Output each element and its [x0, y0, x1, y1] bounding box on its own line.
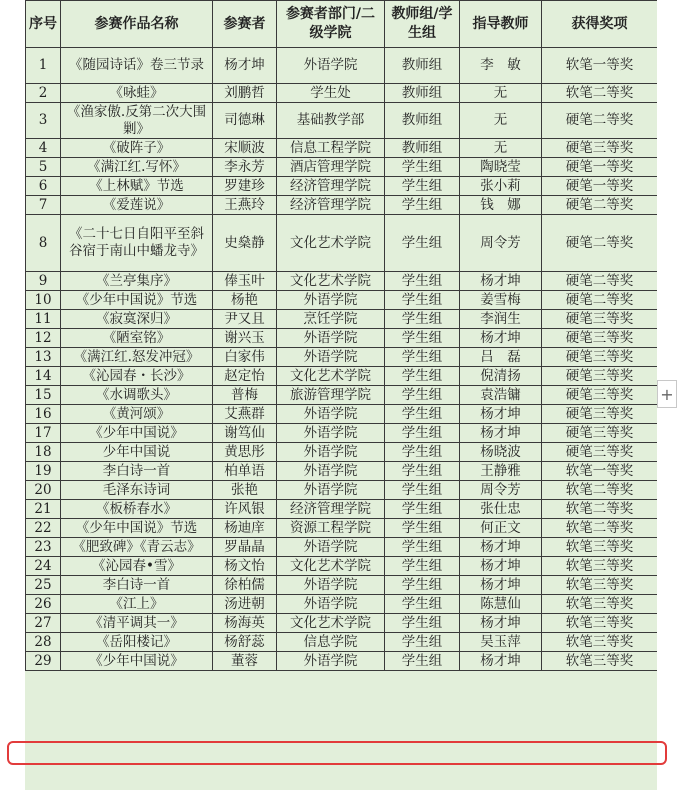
cell-title: 《清平调其一》 — [61, 614, 213, 633]
cell-teacher: 杨才坤 — [460, 405, 542, 424]
cell-dept: 学生处 — [277, 84, 385, 103]
cell-award: 硬笔二等奖 — [542, 272, 658, 291]
table-row — [26, 84, 658, 103]
cell-no: 18 — [26, 443, 61, 462]
cell-dept: 外语学院 — [277, 481, 385, 500]
cell-dept: 外语学院 — [277, 48, 385, 84]
cell-dept: 信息工程学院 — [277, 139, 385, 158]
cell-award: 软笔三等奖 — [542, 614, 658, 633]
cell-name: 艾燕群 — [213, 405, 277, 424]
cell-group: 学生组 — [385, 500, 460, 519]
table-row-highlighted — [26, 633, 658, 652]
cell-group: 学生组 — [385, 177, 460, 196]
cell-dept: 酒店管理学院 — [277, 158, 385, 177]
cell-teacher: 杨才坤 — [460, 614, 542, 633]
cell-name: 刘鹏哲 — [213, 84, 277, 103]
cell-name: 杨迪庠 — [213, 519, 277, 538]
cell-group: 学生组 — [385, 443, 460, 462]
cell-no: 29 — [26, 652, 61, 671]
table-row — [26, 424, 658, 443]
table-row — [26, 462, 658, 481]
cell-award: 硬笔三等奖 — [542, 310, 658, 329]
cell-teacher: 张仕忠 — [460, 500, 542, 519]
header-name: 参赛者 — [213, 1, 277, 48]
cell-name: 谢笃仙 — [213, 424, 277, 443]
cell-group: 学生组 — [385, 462, 460, 481]
cell-teacher: 杨才坤 — [460, 329, 542, 348]
cell-dept: 文化艺术学院 — [277, 614, 385, 633]
cell-award: 硬笔三等奖 — [542, 348, 658, 367]
cell-group: 学生组 — [385, 348, 460, 367]
header-title: 参赛作品名称 — [61, 1, 213, 48]
cell-title: 《肥致碑》《青云志》 — [61, 538, 213, 557]
table-row — [26, 386, 658, 405]
cell-name: 杨舒蕊 — [213, 633, 277, 652]
cell-dept: 外语学院 — [277, 424, 385, 443]
cell-name: 宋顺波 — [213, 139, 277, 158]
cell-no: 13 — [26, 348, 61, 367]
table-row — [26, 519, 658, 538]
cell-award: 硬笔二等奖 — [542, 291, 658, 310]
cell-group: 教师组 — [385, 103, 460, 139]
cell-award: 硬笔三等奖 — [542, 329, 658, 348]
cell-no: 3 — [26, 103, 61, 139]
cell-teacher: 杨晓波 — [460, 443, 542, 462]
table-row — [26, 48, 658, 84]
cell-award: 软笔二等奖 — [542, 519, 658, 538]
cell-title: 《爱莲说》 — [61, 196, 213, 215]
header-group: 教师组/学生组 — [385, 1, 460, 48]
cell-teacher: 李润生 — [460, 310, 542, 329]
cell-no: 15 — [26, 386, 61, 405]
cell-teacher: 姜雪梅 — [460, 291, 542, 310]
table-row — [26, 595, 658, 614]
cell-award: 硬笔一等奖 — [542, 158, 658, 177]
cell-group: 学生组 — [385, 595, 460, 614]
cell-dept: 文化艺术学院 — [277, 272, 385, 291]
cell-group: 学生组 — [385, 386, 460, 405]
cell-group: 学生组 — [385, 557, 460, 576]
cell-dept: 外语学院 — [277, 462, 385, 481]
cell-name: 杨海英 — [213, 614, 277, 633]
cell-group: 学生组 — [385, 633, 460, 652]
table-row — [26, 367, 658, 386]
cell-no: 14 — [26, 367, 61, 386]
cell-title: 少年中国说 — [61, 443, 213, 462]
cell-name: 普梅 — [213, 386, 277, 405]
table-row — [26, 614, 658, 633]
cell-award: 硬笔三等奖 — [542, 139, 658, 158]
cell-name: 李永芳 — [213, 158, 277, 177]
cell-teacher: 杨才坤 — [460, 538, 542, 557]
cell-dept: 外语学院 — [277, 405, 385, 424]
cell-teacher: 无 — [460, 139, 542, 158]
cell-teacher: 吴玉萍 — [460, 633, 542, 652]
cell-title: 李白诗一首 — [61, 576, 213, 595]
cell-name: 杨才坤 — [213, 48, 277, 84]
cell-teacher: 王静雅 — [460, 462, 542, 481]
cell-teacher: 杨才坤 — [460, 272, 542, 291]
table-row — [26, 500, 658, 519]
cell-teacher: 杨才坤 — [460, 652, 542, 671]
cell-title: 《江上》 — [61, 595, 213, 614]
cell-dept: 基础教学部 — [277, 103, 385, 139]
cell-award: 硬笔一等奖 — [542, 177, 658, 196]
cell-name: 杨文怡 — [213, 557, 277, 576]
table-row — [26, 291, 658, 310]
cell-no: 28 — [26, 633, 61, 652]
cell-award: 硬笔三等奖 — [542, 443, 658, 462]
cell-no: 8 — [26, 215, 61, 272]
cell-no: 2 — [26, 84, 61, 103]
cell-title: 《兰亭集序》 — [61, 272, 213, 291]
cell-title: 《黄河颂》 — [61, 405, 213, 424]
cell-teacher: 何正文 — [460, 519, 542, 538]
cell-group: 学生组 — [385, 519, 460, 538]
cell-award: 硬笔三等奖 — [542, 424, 658, 443]
cell-name: 张艳 — [213, 481, 277, 500]
cell-name: 董蓉 — [213, 652, 277, 671]
cell-teacher: 无 — [460, 103, 542, 139]
cell-teacher: 杨才坤 — [460, 424, 542, 443]
cell-teacher: 倪清扬 — [460, 367, 542, 386]
cell-award: 硬笔二等奖 — [542, 215, 658, 272]
cell-dept: 文化艺术学院 — [277, 367, 385, 386]
table-row — [26, 348, 658, 367]
cell-name: 罗晶晶 — [213, 538, 277, 557]
cell-dept: 外语学院 — [277, 652, 385, 671]
table-row — [26, 139, 658, 158]
cell-name: 史燊静 — [213, 215, 277, 272]
cell-dept: 外语学院 — [277, 576, 385, 595]
cell-no: 26 — [26, 595, 61, 614]
table-row — [26, 652, 658, 671]
header-award: 获得奖项 — [542, 1, 658, 48]
cell-award: 硬笔三等奖 — [542, 386, 658, 405]
cell-group: 学生组 — [385, 424, 460, 443]
cell-group: 学生组 — [385, 481, 460, 500]
cell-teacher: 钱 娜 — [460, 196, 542, 215]
header-no: 序号 — [26, 1, 61, 48]
cell-group: 教师组 — [385, 48, 460, 84]
cell-name: 司德琳 — [213, 103, 277, 139]
cell-title: 《陋室铭》 — [61, 329, 213, 348]
cell-teacher: 陈慧仙 — [460, 595, 542, 614]
table-row — [26, 196, 658, 215]
cell-dept: 经济管理学院 — [277, 196, 385, 215]
cell-no: 12 — [26, 329, 61, 348]
cell-name: 许风银 — [213, 500, 277, 519]
cell-name: 徐柏儒 — [213, 576, 277, 595]
cell-group: 学生组 — [385, 310, 460, 329]
cell-award: 软笔三等奖 — [542, 538, 658, 557]
cell-award: 软笔二等奖 — [542, 84, 658, 103]
cell-name: 杨艳 — [213, 291, 277, 310]
cell-title: 《板桥春水》 — [61, 500, 213, 519]
cell-award: 硬笔二等奖 — [542, 103, 658, 139]
cell-group: 学生组 — [385, 538, 460, 557]
cell-title: 《寂寞深归》 — [61, 310, 213, 329]
cell-no: 20 — [26, 481, 61, 500]
cell-name: 罗建珍 — [213, 177, 277, 196]
cell-no: 24 — [26, 557, 61, 576]
cell-award: 软笔三等奖 — [542, 652, 658, 671]
cell-name: 汤进朝 — [213, 595, 277, 614]
cell-no: 1 — [26, 48, 61, 84]
table-row — [26, 103, 658, 139]
cell-group: 学生组 — [385, 329, 460, 348]
cell-group: 学生组 — [385, 272, 460, 291]
cell-title: 《破阵子》 — [61, 139, 213, 158]
cell-group: 学生组 — [385, 405, 460, 424]
cell-teacher: 李 敏 — [460, 48, 542, 84]
cell-teacher: 周令芳 — [460, 481, 542, 500]
cell-dept: 经济管理学院 — [277, 177, 385, 196]
cell-award: 软笔二等奖 — [542, 500, 658, 519]
cell-dept: 资源工程学院 — [277, 519, 385, 538]
cell-group: 学生组 — [385, 215, 460, 272]
cell-dept: 外语学院 — [277, 348, 385, 367]
cell-group: 学生组 — [385, 614, 460, 633]
cell-dept: 经济管理学院 — [277, 500, 385, 519]
cell-title: 《少年中国说》节选 — [61, 519, 213, 538]
cell-award: 软笔三等奖 — [542, 633, 658, 652]
cell-title: 毛泽东诗词 — [61, 481, 213, 500]
cell-teacher: 吕 磊 — [460, 348, 542, 367]
cell-group: 学生组 — [385, 158, 460, 177]
cell-no: 22 — [26, 519, 61, 538]
cell-award: 硬笔三等奖 — [542, 367, 658, 386]
cell-no: 11 — [26, 310, 61, 329]
cell-group: 学生组 — [385, 367, 460, 386]
cell-title: 《沁园春•雪》 — [61, 557, 213, 576]
cell-name: 黄思彤 — [213, 443, 277, 462]
cell-teacher: 无 — [460, 84, 542, 103]
cell-name: 白家伟 — [213, 348, 277, 367]
cell-title: 李白诗一首 — [61, 462, 213, 481]
cell-no: 17 — [26, 424, 61, 443]
table-row — [26, 443, 658, 462]
table-row — [26, 272, 658, 291]
cell-dept: 外语学院 — [277, 291, 385, 310]
cell-teacher: 袁浩镛 — [460, 386, 542, 405]
table-row — [26, 538, 658, 557]
cell-dept: 信息学院 — [277, 633, 385, 652]
cell-award: 软笔三等奖 — [542, 595, 658, 614]
cell-name: 尹又且 — [213, 310, 277, 329]
cell-no: 7 — [26, 196, 61, 215]
cell-group: 教师组 — [385, 139, 460, 158]
cell-award: 软笔一等奖 — [542, 48, 658, 84]
cell-no: 16 — [26, 405, 61, 424]
table-row — [26, 310, 658, 329]
cell-dept: 外语学院 — [277, 538, 385, 557]
cell-title: 《渔家傲.反第二次大围剿》 — [61, 103, 213, 139]
cell-name: 谢兴玉 — [213, 329, 277, 348]
cell-no: 6 — [26, 177, 61, 196]
cell-title: 《岳阳楼记》 — [61, 633, 213, 652]
cell-title: 《水调歌头》 — [61, 386, 213, 405]
cell-no: 9 — [26, 272, 61, 291]
cell-teacher: 陶晓莹 — [460, 158, 542, 177]
table-row — [26, 481, 658, 500]
cell-teacher: 杨才坤 — [460, 557, 542, 576]
table-row — [26, 576, 658, 595]
cell-no: 10 — [26, 291, 61, 310]
cell-no: 21 — [26, 500, 61, 519]
cell-teacher: 周令芳 — [460, 215, 542, 272]
header-dept: 参赛者部门/二级学院 — [277, 1, 385, 48]
cell-name: 柏单语 — [213, 462, 277, 481]
table-row — [26, 557, 658, 576]
cell-title: 《随园诗话》卷三节录 — [61, 48, 213, 84]
cell-award: 软笔三等奖 — [542, 576, 658, 595]
header-teacher: 指导教师 — [460, 1, 542, 48]
cell-no: 27 — [26, 614, 61, 633]
cell-dept: 外语学院 — [277, 329, 385, 348]
cell-group: 学生组 — [385, 196, 460, 215]
cell-title: 《沁园春・长沙》 — [61, 367, 213, 386]
cell-dept: 烹饪学院 — [277, 310, 385, 329]
cell-group: 学生组 — [385, 576, 460, 595]
cell-teacher: 杨才坤 — [460, 576, 542, 595]
cell-title: 《上林赋》节选 — [61, 177, 213, 196]
cell-group: 学生组 — [385, 291, 460, 310]
table-row — [26, 405, 658, 424]
cell-group: 学生组 — [385, 652, 460, 671]
cell-no: 19 — [26, 462, 61, 481]
cell-title: 《二十七日自阳平至斜谷宿于南山中蟠龙寺》 — [61, 215, 213, 272]
cell-title: 《满江红.写怀》 — [61, 158, 213, 177]
award-table — [25, 0, 657, 671]
table-row — [26, 158, 658, 177]
table-row — [26, 215, 658, 272]
header-row — [26, 1, 658, 48]
cell-award: 硬笔二等奖 — [542, 196, 658, 215]
cell-teacher: 张小莉 — [460, 177, 542, 196]
cell-no: 5 — [26, 158, 61, 177]
table-row — [26, 177, 658, 196]
table-row — [26, 329, 658, 348]
cell-dept: 文化艺术学院 — [277, 215, 385, 272]
add-button[interactable]: + — [657, 380, 677, 408]
cell-dept: 外语学院 — [277, 595, 385, 614]
cell-name: 俸玉叶 — [213, 272, 277, 291]
cell-no: 23 — [26, 538, 61, 557]
cell-title: 《少年中国说》 — [61, 652, 213, 671]
cell-no: 25 — [26, 576, 61, 595]
cell-title: 《满江红.怒发冲冠》 — [61, 348, 213, 367]
cell-no: 4 — [26, 139, 61, 158]
table-container — [25, 0, 657, 790]
cell-group: 教师组 — [385, 84, 460, 103]
cell-name: 王燕玲 — [213, 196, 277, 215]
cell-name: 赵定怡 — [213, 367, 277, 386]
cell-dept: 外语学院 — [277, 443, 385, 462]
cell-title: 《少年中国说》 — [61, 424, 213, 443]
cell-dept: 文化艺术学院 — [277, 557, 385, 576]
cell-title: 《少年中国说》节选 — [61, 291, 213, 310]
cell-title: 《咏蛙》 — [61, 84, 213, 103]
cell-award: 软笔三等奖 — [542, 557, 658, 576]
cell-award: 硬笔三等奖 — [542, 405, 658, 424]
cell-dept: 旅游管理学院 — [277, 386, 385, 405]
cell-award: 软笔二等奖 — [542, 481, 658, 500]
cell-award: 软笔一等奖 — [542, 462, 658, 481]
